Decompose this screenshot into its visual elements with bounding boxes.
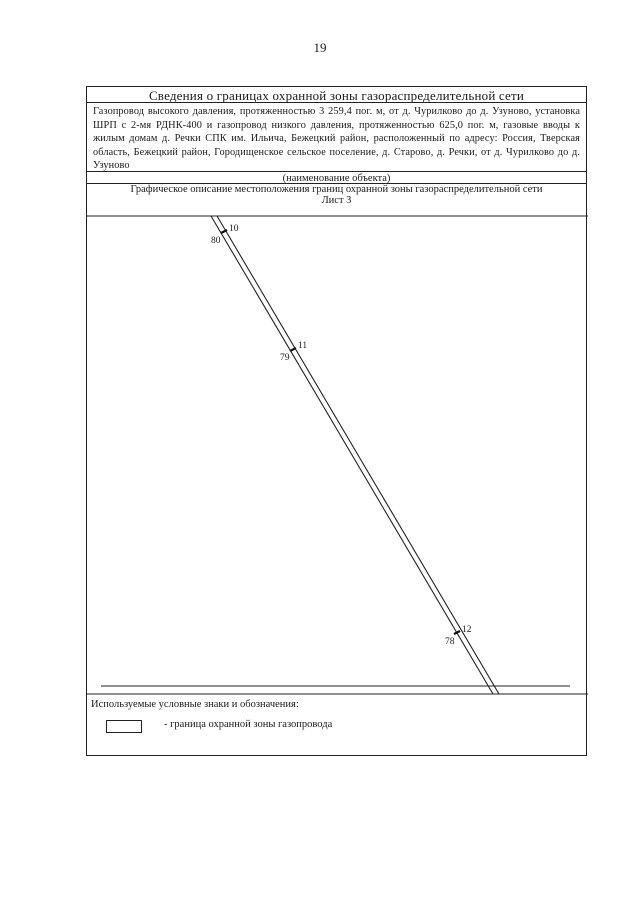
point-label-11: 11 xyxy=(298,341,308,351)
legend-text-boundary: - граница охранной зоны газопровода xyxy=(164,719,333,730)
boundary-point-pair-10-80 xyxy=(211,224,239,246)
page-number: 19 xyxy=(313,40,327,55)
form-title: Сведения о границах охранной зоны газораспределительной сети xyxy=(148,88,525,103)
point-label-79: 79 xyxy=(280,353,290,363)
sheet-label: Лист 3 xyxy=(321,195,352,206)
point-label-80: 80 xyxy=(211,236,221,246)
boundary-drawing xyxy=(87,87,588,757)
legend-title: Используемые условные знаки и обозначения: xyxy=(91,699,299,710)
boundary-info-form xyxy=(86,86,587,756)
point-label-78: 78 xyxy=(445,637,455,647)
point-marker-11 xyxy=(290,348,296,351)
boundary-line-right xyxy=(217,216,499,694)
object-description: Газопровод высокого давления, протяженностью 3 259,4 пог. м, от д. Чурилково до д. Узуново, установка ШРП с 2-мя РДНК-400 и газопровод низкого давления, протяженностью 625,0 пог. м, газовые вводы к жилым домам д. Речки СПК им. Ильича, Бежецкий район, расположенный по адресу: Россия, Тверская область, Бежецкий район, Городищенское сельское поселение, д. Старово, д. Речки, от д. Чурилково до д. Узуново xyxy=(93,106,580,172)
object-name-caption: (наименование объекта) xyxy=(282,173,391,184)
boundary-point-pair-11-79 xyxy=(280,341,307,363)
point-marker-10 xyxy=(221,230,227,233)
legend-symbol-boundary xyxy=(106,720,142,733)
graphic-description-title: Графическое описание местоположения границ охранной зоны газораспределительной сети xyxy=(130,184,543,195)
boundary-line-left xyxy=(211,216,493,694)
point-marker-12 xyxy=(454,631,460,634)
point-label-10: 10 xyxy=(229,224,239,234)
point-label-12: 12 xyxy=(462,625,472,635)
